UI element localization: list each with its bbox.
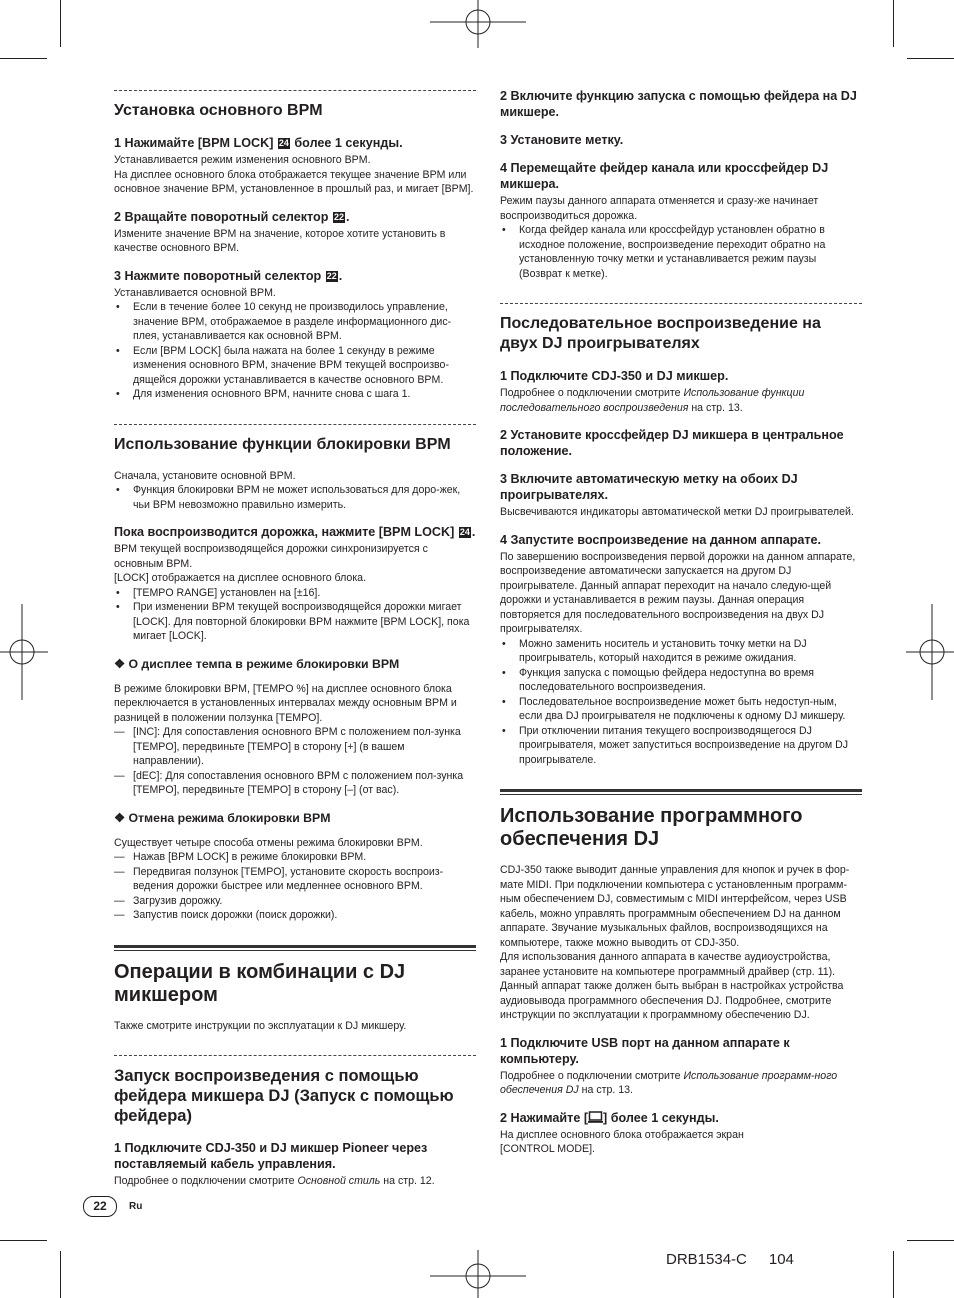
step-heading: 3 Включите автоматическую метку на обоих DJ проигрывателях. bbox=[500, 472, 798, 502]
bullet-list bbox=[114, 586, 476, 644]
left-column bbox=[114, 88, 476, 1189]
chapter-title: Использование программного обеспечения DJ bbox=[500, 805, 803, 850]
list-item: — Передвигая ползунок [TEMPO], установите скорость воспроиз-ведения дорожки быстрее или медленнее основного BPM. bbox=[114, 865, 476, 894]
section-title: Последовательное воспроизведение на двух DJ проигрывателях bbox=[500, 315, 821, 352]
paragraph: [LOCK] отображается на дисплее основного блока. bbox=[114, 572, 367, 584]
paragraph: На дисплее основного блока отображается текущее значение BPM или основное значение BPM, установленное в прошлый раз, и мигает [BPM]. bbox=[114, 168, 474, 195]
step-heading: 4 Запустите воспроизведение на данном аппарате. bbox=[500, 532, 822, 547]
crop-mark bbox=[893, 0, 894, 47]
crop-mark bbox=[60, 1251, 61, 1298]
crop-mark bbox=[0, 58, 47, 59]
key-number-badge: 24 bbox=[278, 138, 289, 148]
section-title: Использование функции блокировки BPM bbox=[114, 435, 451, 453]
paragraph: Режим паузы данного аппарата отменяется и сразу-же начинает воспроизводиться дорожка. bbox=[500, 195, 819, 222]
paragraph: Измените значение BPM на значение, которое хотите установить в качестве основного BPM. bbox=[114, 227, 446, 254]
list-item: • Последовательное воспроизведение может быть недоступ-ным, если два DJ проигрывателя не подключены к одному DJ микшеру. bbox=[500, 695, 862, 724]
paragraph: На дисплее основного блока отображается экран bbox=[500, 1128, 744, 1141]
section-title: Запуск воспроизведения с помощью фейдера микшера DJ (Запуск с помощью фейдера) bbox=[114, 1067, 454, 1125]
page-number-badge: 22 bbox=[83, 1196, 117, 1217]
paragraph: Сначала, установите основной BPM. bbox=[114, 469, 296, 482]
list-item: • Если в течение более 10 секунд не производилось управление, значение BPM, отображаемое в разделе информационного дис-плея, устанавливается как основной BPM. bbox=[114, 300, 476, 344]
list-item: — Запустив поиск дорожки (поиск дорожки). bbox=[114, 908, 476, 923]
crop-mark bbox=[907, 1240, 954, 1241]
crop-mark bbox=[60, 0, 61, 47]
paragraph: Устанавливается основной BPM. bbox=[114, 286, 276, 299]
language-label: Ru bbox=[129, 1201, 143, 1212]
key-number-badge: 22 bbox=[333, 211, 344, 222]
paragraph: Высвечиваются индикаторы автоматической метки DJ проигрывателей. bbox=[500, 506, 854, 518]
subsection-title: ❖ Отмена режима блокировки BPM bbox=[114, 810, 331, 825]
registration-mark-bottom bbox=[430, 1250, 526, 1298]
list-item: • Для изменения основного BPM, начните снова с шага 1. bbox=[114, 387, 476, 402]
right-column bbox=[500, 88, 862, 1157]
list-item: • Если [BPM LOCK] была нажата на более 1 секунду в режиме изменения основного BPM, значение BPM текущей воспроизво-дящейся дорожки устанавливается в качестве основного BPM. bbox=[114, 344, 476, 388]
bullet-list bbox=[500, 637, 862, 768]
list-item: • При отключении питания текущего воспроизводящегося DJ проигрывателя, может запуститься воспроизведение на другом DJ проигрывателе. bbox=[500, 724, 862, 768]
list-item: • [TEMPO RANGE] установлен на [±16]. bbox=[114, 586, 476, 601]
paragraph: Подробнее о подключении смотрите Основной стиль на стр. 12. bbox=[114, 1175, 435, 1187]
bullet-list bbox=[500, 223, 862, 281]
step-heading: 1 Подключите CDJ-350 и DJ микшер Pioneer через поставляемый кабель управления. bbox=[114, 1141, 428, 1171]
step-heading: 3 Нажмите поворотный селектор 22 . bbox=[114, 268, 343, 283]
list-item: • Функция запуска с помощью фейдера недоступна во время последовательного воспроизведения. bbox=[500, 666, 862, 695]
list-item: • Когда фейдер канала или кроссфейдур установлен обратно в исходное положение, воспроизведение переходит обратно на установленную точку метки и устанавливается режим паузы (Возврат к метке). bbox=[500, 223, 862, 281]
step-heading: 2 Включите функцию запуска с помощью фейдера на DJ микшере. bbox=[500, 89, 857, 119]
paragraph: В режиме блокировки BPM, [TEMPO %] на дисплее основного блока переключается в установленных интервалах между основным BPM и разницей в положении ползунка [TEMPO]. bbox=[114, 682, 457, 724]
dashed-divider bbox=[114, 424, 476, 425]
step-heading: 4 Перемещайте фейдер канала или кроссфейдер DJ микшера. bbox=[500, 161, 829, 191]
subsection-title: ❖ О дисплее темпа в режиме блокировки BPM bbox=[114, 656, 400, 671]
list-item: — [dEC]: Для сопоставления основного BPM с положением пол-зунка [TEMPO], передвиньте [TEMPO] в сторону [–] (от вас). bbox=[114, 769, 476, 798]
step-heading: 3 Установите метку. bbox=[500, 133, 624, 147]
step-heading: 1 Подключите USB порт на данном аппарате к компьютеру. bbox=[500, 1035, 790, 1066]
list-item: • При изменении BPM текущей воспроизводящейся дорожки мигает [LOCK]. Для повторной блокировки BPM нажмите [BPM LOCK], пока мигает [LOCK]. bbox=[114, 600, 476, 644]
crop-mark bbox=[907, 58, 954, 59]
list-item: — Нажав [BPM LOCK] в режиме блокировки BPM. bbox=[114, 850, 476, 865]
paragraph: Существует четыре способа отмены режима блокировки BPM. bbox=[114, 836, 423, 849]
bullet-list bbox=[114, 483, 476, 512]
key-number-badge: 22 bbox=[326, 270, 337, 281]
list-item: — [INC]: Для сопоставления основного BPM с положением пол-зунка [TEMPO], передвиньте [TEMPO] в сторону [+] (в вашем направлении). bbox=[114, 725, 476, 769]
section-title: Установка основного BPM bbox=[114, 102, 323, 119]
registration-mark-right bbox=[906, 604, 954, 700]
list-item: — Загрузив дорожку. bbox=[114, 894, 476, 909]
computer-icon bbox=[588, 1111, 603, 1123]
document-id: DRB1534-C 104 bbox=[666, 1251, 794, 1268]
step-heading: 2 Установите кроссфейдер DJ микшера в центральное положение. bbox=[500, 428, 844, 458]
crop-mark bbox=[893, 1251, 894, 1298]
key-number-badge: 24 bbox=[459, 527, 470, 537]
paragraph: Устанавливается режим изменения основного BPM. bbox=[114, 154, 371, 166]
step-heading: 1 Подключите CDJ-350 и DJ микшер. bbox=[500, 369, 729, 383]
paragraph: Также смотрите инструкции по эксплуатации к DJ микшеру. bbox=[114, 1019, 407, 1032]
registration-mark-top bbox=[430, 0, 526, 48]
list-item: • Можно заменить носитель и установить точку метки на DJ проигрыватель, который находится в режиме ожидания. bbox=[500, 637, 862, 666]
paragraph: По завершению воспроизведения первой дорожки на данном аппарате, воспроизведение автоматически запускается на другом DJ проигрывателе. Данный аппарат переходит на начало следую-щей дорожки и устанавливается в режим паузы. Данная операция повторяется для последовательного воспроизведения на двух DJ проигрывателях. bbox=[500, 550, 856, 635]
dash-list bbox=[114, 725, 476, 798]
section-rule bbox=[114, 945, 476, 951]
dash-list bbox=[114, 850, 476, 923]
step-heading: 2 Вращайте поворотный селектор 22 . bbox=[114, 209, 350, 224]
bullet-list bbox=[114, 300, 476, 402]
chapter-title: Операции в комбинации с DJ микшером bbox=[114, 960, 406, 1006]
paragraph: CDJ-350 также выводит данные управления для кнопок и ручек в фор-мате MIDI. При подключении компьютера с установленным программ-ным обеспечением DJ, совместимым с MIDI интерфейсом, через USB кабель, можно управлять программным обеспечением DJ на данном аппарате. Звучание музыкальных файлов, воспроизводящихся на компьютере, также можно выводить от CDJ-350. bbox=[500, 864, 850, 949]
dashed-divider bbox=[500, 303, 862, 304]
step-heading: 2 Нажимайте [ ] более 1 секунды. bbox=[500, 1110, 719, 1125]
paragraph: Для использования данного аппарата в качестве аудиоустройства, заранее установите на компьютере программный драйвер (стр. 11). Данный аппарат также должен быть выбран в настройках устройства аудиовывода программного обеспечения DJ. Подробнее, смотрите инструкции по эксплуатации к программному обеспечению DJ. bbox=[500, 951, 844, 1021]
paragraph: BPM текущей воспроизводящейся дорожки синхронизируется с основным BPM. bbox=[114, 543, 428, 570]
dashed-divider bbox=[114, 90, 476, 91]
list-item: • Функция блокировки BPM не может использоваться для доро-жек, чьи BPM невозможно правильно измерить. bbox=[114, 483, 476, 512]
step-heading: Пока воспроизводится дорожка, нажмите [BPM LOCK] 24 . bbox=[114, 525, 476, 539]
paragraph: Подробнее о подключении смотрите Использование программ-ного обеспечения DJ на стр. 13. bbox=[500, 1069, 838, 1096]
dashed-divider bbox=[114, 1055, 476, 1056]
paragraph: Подробнее о подключении смотрите Использование функции последовательного воспроизведения на стр. 13. bbox=[500, 387, 805, 414]
section-rule bbox=[500, 789, 862, 795]
step-heading: 1 Нажимайте [BPM LOCK] 24 более 1 секунды. bbox=[114, 136, 403, 150]
registration-mark-left bbox=[0, 604, 48, 700]
paragraph: [CONTROL MODE]. bbox=[500, 1143, 595, 1155]
crop-mark bbox=[0, 1240, 47, 1241]
